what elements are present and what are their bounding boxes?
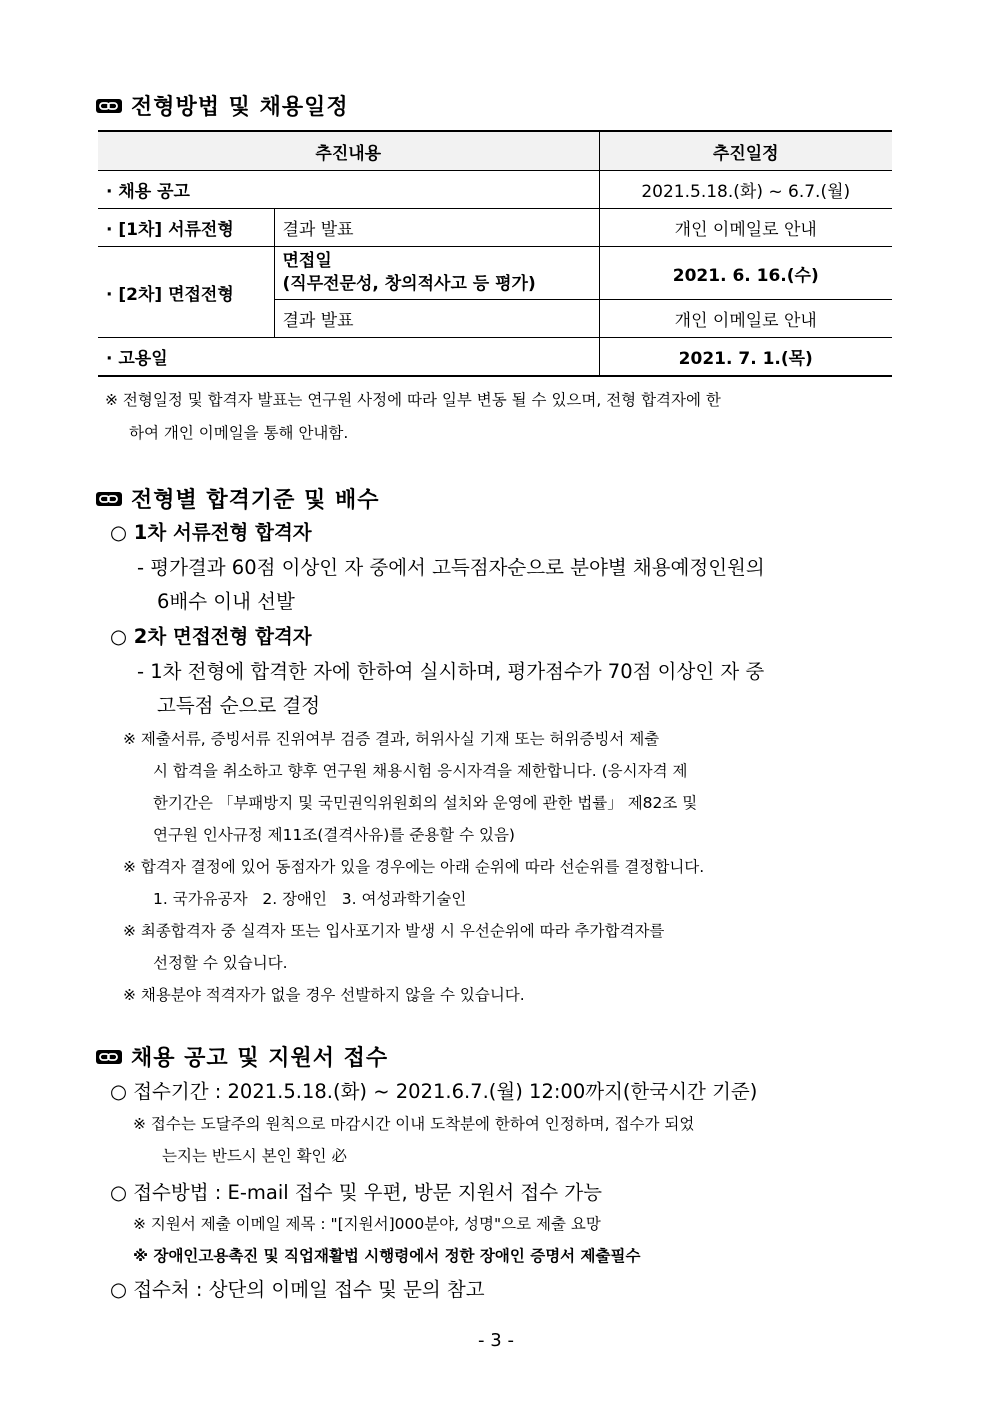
section-title: 채용 공고 및 지원서 접수 (131, 1046, 389, 1071)
schedule-note-line2: 하여 개인 이메일을 통해 안내함. (129, 424, 349, 442)
table-row (98, 171, 892, 209)
row-date: 2021. 6. 16.(수) (599, 247, 892, 300)
note3-line2: 선정할 수 있습니다. (153, 954, 288, 972)
method-note1: ※ 지원서 제출 이메일 제목 : "[지원서]000분야, 성명"으로 제출 요망 (133, 1215, 601, 1233)
interview-label: 면접일 (282, 251, 332, 271)
application-method: ○ 접수방법 : E-mail 접수 및 우편, 방문 지원서 접수 가능 (110, 1181, 602, 1204)
page-number: - 3 - (478, 1330, 514, 1351)
application-period: ○ 접수기간 : 2021.5.18.(화) ~ 2021.6.7.(월) 12:00까지(한국시간 기준) (110, 1080, 758, 1103)
method-note2: ※ 장애인고용촉진 및 직업재활법 시행령에서 정한 장애인 증명서 제출필수 (133, 1247, 641, 1265)
second-round-line2: 고득점 순으로 결정 (157, 694, 321, 717)
interview-criteria: (직무전문성, 창의적사고 등 평가) (282, 274, 536, 294)
first-round-line2: 6배수 이내 선발 (157, 590, 295, 613)
first-round-line1: - 평가결과 60점 이상인 자 중에서 고득점자순으로 분야별 채용예정인원의 (137, 556, 765, 579)
link-icon (95, 1048, 123, 1066)
row-item: · [2차] 면접전형 (98, 247, 274, 338)
note4: ※ 채용분야 적격자가 없을 경우 선발하지 않을 수 있습니다. (123, 986, 525, 1004)
section-title: 전형방법 및 채용일정 (131, 95, 349, 120)
row-sub: 결과 발표 (274, 300, 599, 338)
note3-line1: ※ 최종합격자 중 실격자 또는 입사포기자 발생 시 우선순위에 따라 추가합격자를 (123, 922, 665, 940)
link-icon (95, 97, 123, 115)
link-icon (95, 490, 123, 508)
row-sub-interview (274, 247, 599, 300)
schedule-note-line1: ※ 전형일정 및 합격자 발표는 연구원 사정에 따라 일부 변동 될 수 있으며, 전형 합격자에 한 (105, 391, 721, 409)
row-item: · 채용 공고 (98, 171, 599, 209)
section-heading-criteria (95, 483, 380, 514)
period-note-line1: ※ 접수는 도달주의 원칙으로 마감시간 이내 도착분에 한하여 인정하며, 접수가 되었 (133, 1115, 695, 1133)
header-content: 추진내용 (98, 131, 599, 171)
section-heading-application (95, 1041, 388, 1072)
note1-line1: ※ 제출서류, 증빙서류 진위여부 검증 결과, 허위사실 기재 또는 허위증빙서 제출 (123, 730, 660, 748)
row-item: · 고용일 (98, 338, 599, 377)
note2-line2: 1. 국가유공자 2. 장애인 3. 여성과학기술인 (153, 890, 467, 908)
table-row (98, 247, 892, 300)
second-round-line1: - 1차 전형에 합격한 자에 한하여 실시하며, 평가점수가 70점 이상인 자 중 (137, 660, 765, 683)
period-note-line2: 는지는 반드시 본인 확인 必 (162, 1147, 347, 1165)
note2-line1: ※ 합격자 결정에 있어 동점자가 있을 경우에는 아래 순위에 따라 선순위를 결정합니다. (123, 858, 705, 876)
application-place: ○ 접수처 : 상단의 이메일 접수 및 문의 참고 (110, 1278, 485, 1301)
row-date: 2021. 7. 1.(목) (599, 338, 892, 377)
header-schedule: 추진일정 (599, 131, 892, 171)
note1-line4: 연구원 인사규정 제11조(결격사유)를 준용할 수 있음) (153, 826, 515, 844)
note1-line3: 한기간은 「부패방지 및 국민권익위원회의 설치와 운영에 관한 법률」 제82조 및 (153, 794, 698, 812)
row-item: · [1차] 서류전형 (98, 209, 274, 247)
second-round-title: ○ 2차 면접전형 합격자 (110, 625, 312, 648)
section-title: 전형별 합격기준 및 배수 (131, 488, 380, 513)
row-date: 2021.5.18.(화) ~ 6.7.(월) (599, 171, 892, 209)
row-date: 개인 이메일로 안내 (599, 300, 892, 338)
row-sub: 결과 발표 (274, 209, 599, 247)
table-row (98, 338, 892, 377)
table-row (98, 209, 892, 247)
schedule-table (98, 130, 892, 377)
row-date: 개인 이메일로 안내 (599, 209, 892, 247)
first-round-title: ○ 1차 서류전형 합격자 (110, 521, 312, 544)
section-heading-schedule (95, 90, 349, 121)
table-header-row (98, 131, 892, 171)
note1-line2: 시 합격을 취소하고 향후 연구원 채용시험 응시자격을 제한합니다. (응시자격 제 (153, 762, 688, 780)
